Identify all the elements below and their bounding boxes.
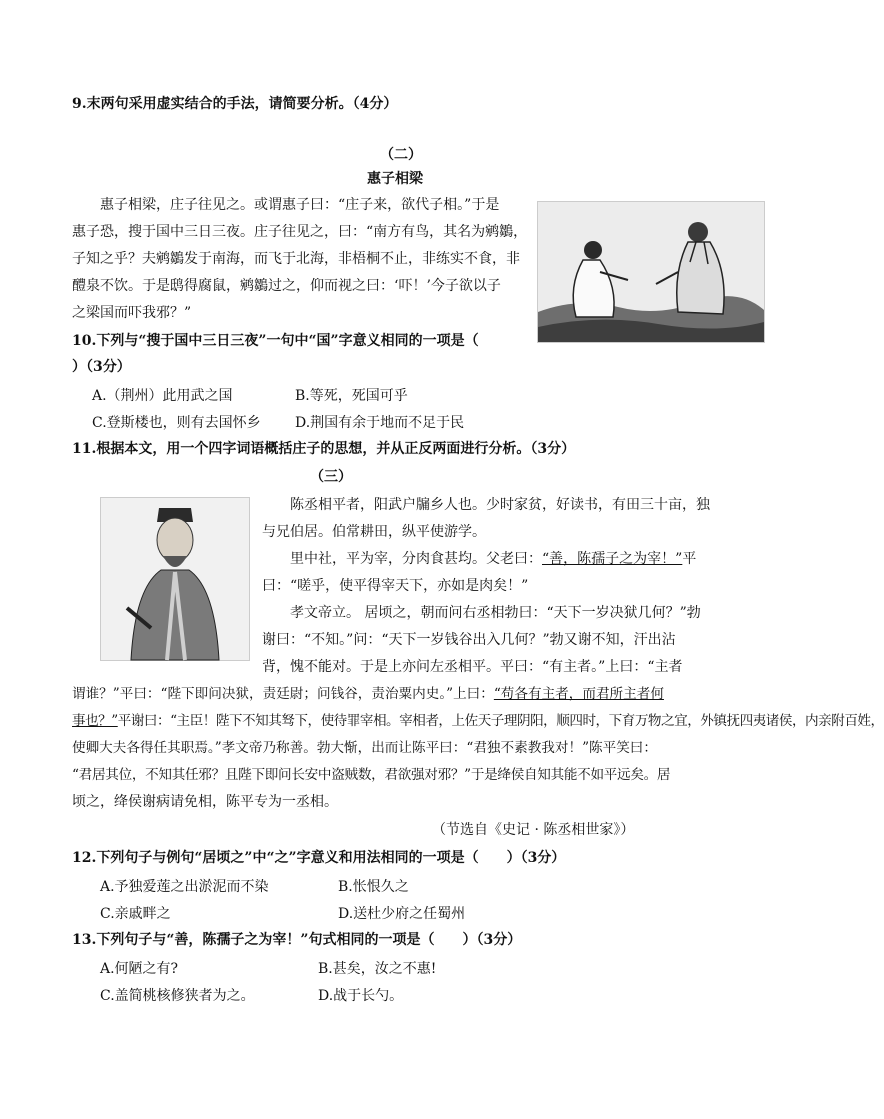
passage-3-p3-underlined-a: “苟各有主者，而君所主者何 [493,686,664,702]
q12-option-b: B.怅恨久之 [338,879,409,895]
passage-3-source: （节选自《史记 · 陈丞相世家》） [432,822,635,838]
passage-3-p1-line-2: 与兄伯居。伯常耕田，纵平使游学。 [262,524,486,540]
question-12: 12.下列句子与例句“居顷之”中“之”字意义和用法相同的一项是（ ）（3分） [72,850,566,866]
passage-3-p3-text-a: 谓谁？”平曰：“陛下即问决狱，责廷尉；问钱谷，责治粟内史。”上曰： [72,686,494,702]
passage-2-line-5: 之梁国而吓我邪？” [72,305,192,321]
q13-option-b: B.甚矣，汝之不惠! [318,961,437,977]
passage-3-p2-line-1 [290,549,696,569]
passage-2-line-1: 惠子相梁，庄子往见之。或谓惠子曰：“庄子来，欲代子相。”于是 [100,197,500,213]
q12-option-d: D.送杜少府之任蜀州 [338,906,466,922]
passage-3-p3-line-1: 孝文帝立。 居顷之，朝而问右丞相勃曰：“天下一岁决狱几何？”勃 [290,605,701,621]
passage-3-p3-line-2: 谢曰：“不知。”问：“天下一岁钱谷出入几何？”勃又谢不知，汗出沾 [262,632,676,648]
q13-option-c: C.盖简桃核修狭者为之。 [100,988,255,1004]
question-10: 10.下列与“搜于国中三日三夜”一句中“国”字意义相同的一项是（ [72,333,479,349]
q10-option-b: B.等死，死国可乎 [295,388,408,404]
section-2-title: 惠子相梁 [367,171,423,187]
passage-3-p3-line-7: “君居其位，不知其任邪？且陛下即问长安中盗贼数，君欲强对邪？”于是绛侯自知其能不如平远矣。居 [72,767,671,783]
question-9: 9.末两句采用虚实结合的手法，请简要分析。（4分） [72,96,398,112]
passage-3-p3-line-5 [72,711,884,731]
passage-3-p1-line-1: 陈丞相平者，阳武户牖乡人也。少时家贫，好读书，有田三十亩，独 [290,497,710,513]
passage-3-p3-line-8: 顷之，绛侯谢病请免相，陈平专为一丞相。 [72,794,338,810]
portrait-icon [101,498,249,660]
passage-3-p3-line-3: 背，愧不能对。于是上亦问左丞相平。平曰：“有主者。”上曰：“主者 [262,659,683,675]
chen-ping-portrait [100,497,250,661]
passage-2-line-3: 子知之乎？夫鹓鶵发于南海，而飞于北海，非梧桐不止，非练实不食，非 [72,251,520,267]
q13-option-d: D.战于长勺。 [318,988,404,1004]
q13-option-a: A.何陋之有? [100,961,179,977]
passage-2-line-4: 醴泉不饮。于是鸱得腐鼠，鹓鶵过之，仰而视之曰：‘吓！’今子欲以子 [72,278,501,294]
ink-painting-icon [538,202,764,342]
passage-3-p2-text-a: 里中社，平为宰，分肉食甚均。父老曰： [290,551,542,567]
passage-3-p2-line-2: 曰：“嗟乎，使平得宰天下，亦如是肉矣！” [262,578,529,594]
q10-option-c: C.登斯楼也，则有去国怀乡 [92,415,261,431]
passage-3-p3-line-6: 使卿大夫各得任其职焉。”孝文帝乃称善。勃大惭，出而让陈平曰：“君独不素教我对！”陈平笑曰： [72,740,657,756]
passage-3-p3-text-b: 平谢曰：“主臣！陛下不知其驽下，使待罪宰相。宰相者，上佐天子理阴阳，顺四时，下育万物之宜，外镇抚四夷诸侯，内亲附百姓， [117,713,884,729]
q10-option-a: A.（荆州）此用武之国 [92,388,233,404]
q12-option-a: A.予独爱莲之出淤泥而不染 [100,879,269,895]
passage-3-p3-underlined-b: 事也？” [72,713,118,729]
passage-3-p2-text-b: 平 [682,551,697,567]
passage-3-p3-line-4 [72,684,664,704]
question-13: 13.下列句子与“善，陈孺子之为宰！”句式相同的一项是（ ）（3分） [72,932,522,948]
q10-option-d: D.荆国有余于地而不足于民 [295,415,465,431]
passage-2-line-2: 惠子恐，搜于国中三日三夜。庄子往见之，曰：“南方有鸟，其名为鹓鶵， [72,224,528,240]
question-10-score: ）（3分） [72,359,131,375]
section-3-number: （三） [310,469,352,485]
question-11: 11.根据本文，用一个四字词语概括庄子的思想，并从正反两面进行分析。（3分） [72,441,576,457]
zhuangzi-huizi-illustration [537,201,765,343]
section-2-number: （二） [380,147,422,163]
passage-3-p2-underlined: “善，陈孺子之为宰！” [542,551,683,567]
q12-option-c: C.亲戚畔之 [100,906,171,922]
